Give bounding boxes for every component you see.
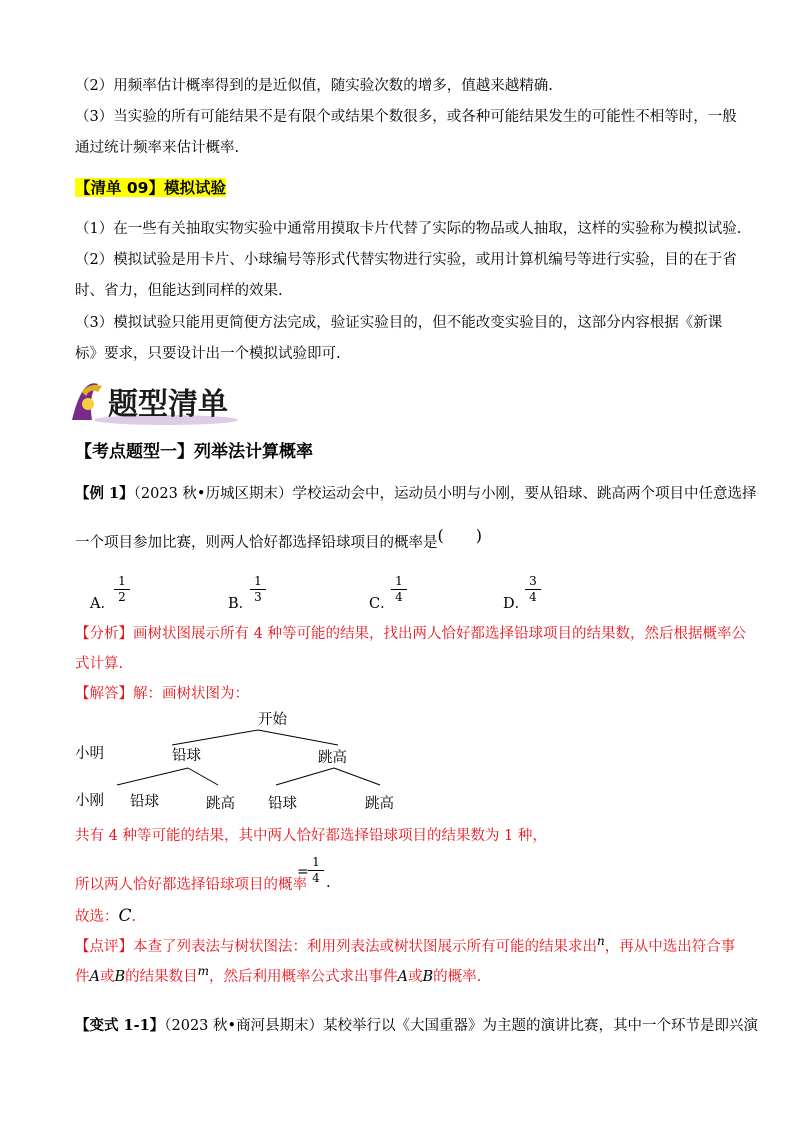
comment-or: 或: [99, 969, 115, 985]
paragraph-1: （2）用频率估计概率得到的是近似值，随实验次数的增多，值越来越精确.: [75, 78, 553, 94]
comment-or2: 或: [408, 969, 423, 985]
comment-A2: A: [397, 969, 409, 985]
option-d-den: 4: [529, 590, 537, 604]
result-2-text: 所以两人恰好都选择铅球项目的概率: [75, 877, 307, 893]
tree-root: 开始: [258, 712, 287, 728]
comment-a1: 【点评】本查了列表法与树状图法：利用列表法或树状图展示所有可能的结果求出: [75, 939, 597, 955]
sim-3b: 标》要求，只要设计出一个模拟试验即可.: [75, 346, 341, 362]
comment-n: n: [597, 934, 605, 948]
comment-b4: 的概率.: [433, 969, 482, 985]
tree-edge-l1-rl: [276, 768, 334, 785]
choose-line: [75, 906, 136, 927]
choose-letter: C: [118, 906, 132, 926]
comment-b2: 的结果数目: [125, 969, 198, 985]
tree-row2-label: 小刚: [75, 793, 104, 809]
tree-edge-l1-rr: [334, 768, 380, 785]
result-1: 共有 4 种等可能的结果，其中两人恰好都选择铅球项目的结果数为 1 种，: [75, 828, 547, 844]
result-2-num: 1: [308, 855, 324, 871]
result-2-eq: =: [297, 864, 309, 880]
logo-text: 题型清单: [108, 387, 228, 422]
option-b-num: 1: [250, 574, 266, 590]
option-c-letter: C．: [369, 596, 395, 612]
choose-text: 故选：: [75, 909, 119, 925]
result-2-end: .: [326, 875, 331, 891]
heading-bracket: 【清单 09】: [75, 179, 164, 197]
option-d-num: 3: [525, 574, 541, 590]
option-a-letter: A．: [90, 596, 115, 612]
paragraph-2b: 通过统计频率来估计概率.: [75, 140, 240, 156]
sim-2a: （2）模拟试验是用卡片、小球编号等形式代替实物进行实验，或用计算机编号等进行实验，目的在于省: [75, 252, 737, 268]
sim-3a: （3）模拟试验只能用更简便方法完成，验证实验目的，但不能改变实验目的，这部分内容根据《新课: [75, 315, 723, 331]
example-text-a: （2023 秋•历城区期末）学校运动会中，运动员小明与小刚，要从铅球、跳高两个项目中任意选择: [133, 486, 757, 502]
analysis-b: 式计算.: [75, 656, 124, 672]
comment-m: m: [197, 964, 210, 978]
analysis-a: 【分析】画树状图展示所有 4 种等可能的结果，找出两人恰好都选择铅球项目的结果数，然后根据概率公: [75, 626, 746, 642]
tree-edge-l1-ll: [117, 768, 188, 785]
tree-l2-2: 跳高: [206, 796, 235, 812]
example-paren: ( ): [437, 526, 482, 545]
tree-edge-l1-lr: [188, 768, 218, 785]
variant-text: （2023 秋•商河县期末）某校举行以《大国重器》为主题的演讲比赛，其中一个环节是即兴演: [164, 1018, 759, 1034]
comment-b: [75, 964, 482, 987]
tree-edge-root-right: [258, 730, 338, 745]
tree-l2-3: 铅球: [268, 796, 297, 812]
option-a-num: 1: [114, 574, 130, 590]
comment-b1: 件: [75, 969, 90, 985]
option-a-den: 2: [118, 590, 126, 604]
tree-l2-1: 铅球: [130, 794, 159, 810]
tree-row1-label: 小明: [75, 746, 104, 762]
result-2-den: 4: [312, 871, 320, 885]
option-b-letter: B．: [228, 596, 254, 612]
choose-end: .: [131, 909, 137, 925]
option-d-letter: D．: [503, 596, 530, 612]
comment-a2: ，再从中选出符合事: [604, 939, 736, 955]
variant-label: 【变式 1-1】: [75, 1017, 165, 1034]
sim-1: （1）在一些有关抽取实物实验中通常用摸取卡片代替了实际的物品或人抽取，这样的实验称为模拟试验.: [75, 221, 742, 237]
section-title: 【考点题型一】列举法计算概率: [75, 442, 313, 462]
tree-l1-right: 跳高: [318, 750, 347, 766]
tree-l2-4: 跳高: [365, 796, 394, 812]
example-text-b: 一个项目参加比赛，则两人恰好都选择铅球项目的概率是: [75, 535, 438, 551]
tree-l1-left: 铅球: [172, 748, 201, 764]
sim-2b: 时、省力，但能达到同样的效果.: [75, 283, 283, 299]
variant-line: [75, 1016, 758, 1036]
result-2: [75, 875, 307, 895]
comment-a: [75, 934, 736, 957]
option-c-num: 1: [391, 574, 407, 590]
comment-A: A: [89, 969, 100, 985]
comment-b3: ，然后利用概率公式求出事件: [209, 969, 398, 985]
answer-head: 【解答】解：画树状图为：: [75, 686, 249, 702]
comment-B2: B: [422, 969, 434, 985]
paragraph-2a: （3）当实验的所有可能结果不是有限个或结果个数很多，或各种可能结果发生的可能性不相等时，一般: [75, 109, 737, 125]
example-label: 【例 1】: [75, 485, 134, 502]
heading-title: 模拟试验: [163, 178, 226, 197]
comment-B: B: [114, 969, 126, 985]
tree-edge-root-left: [172, 730, 258, 745]
option-b-den: 3: [254, 590, 262, 604]
option-c-den: 4: [395, 590, 403, 604]
result-2-fraction: [308, 855, 324, 886]
